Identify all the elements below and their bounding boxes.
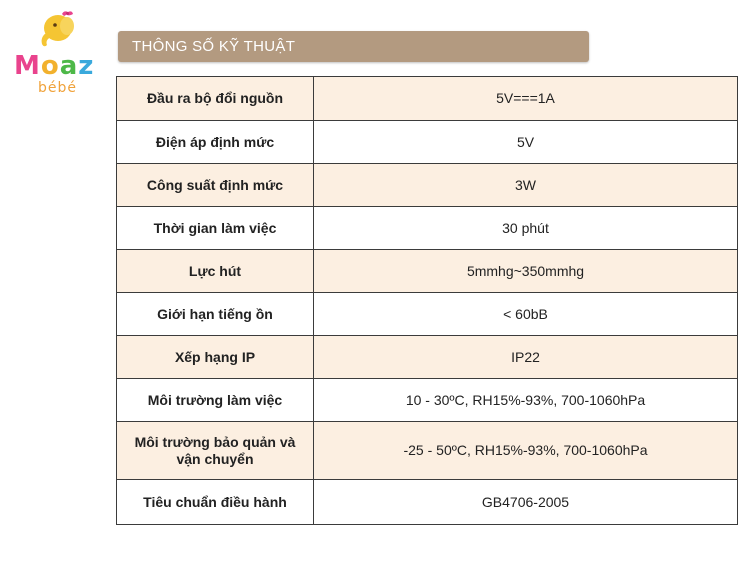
spec-value: IP22: [314, 336, 738, 379]
spec-label: Lực hút: [117, 250, 314, 293]
spec-value: -25 - 50ºC, RH15%-93%, 700-1060hPa: [314, 422, 738, 480]
spec-row: [117, 207, 738, 250]
spec-value: 5V===1A: [314, 77, 738, 121]
logo-subtitle: bébé: [38, 80, 77, 96]
spec-value: 3W: [314, 164, 738, 207]
spec-value: GB4706-2005: [314, 480, 738, 525]
spec-label: Điện áp định mức: [117, 121, 314, 164]
spec-value: 10 - 30ºC, RH15%-93%, 700-1060hPa: [314, 379, 738, 422]
logo-letter-m: M: [14, 51, 41, 81]
spec-label: Môi trường làm việc: [117, 379, 314, 422]
spec-row: [117, 293, 738, 336]
section-title: THÔNG SỐ KỸ THUẬT: [132, 38, 296, 55]
spec-row: [117, 250, 738, 293]
section-header: [118, 31, 589, 62]
spec-label: Môi trường bảo quản và vận chuyển: [117, 422, 314, 480]
logo-letter-a: a: [59, 51, 79, 81]
spec-value: 5V: [314, 121, 738, 164]
spec-label: Thời gian làm việc: [117, 207, 314, 250]
spec-row: [117, 121, 738, 164]
spec-value: 5mmhg~350mmhg: [314, 250, 738, 293]
elephant-icon: [34, 10, 78, 54]
logo-wordmark: [14, 52, 94, 80]
spec-table: [116, 76, 738, 525]
spec-value: < 60bB: [314, 293, 738, 336]
spec-label: Đầu ra bộ đổi nguồn: [117, 77, 314, 121]
spec-row: [117, 379, 738, 422]
spec-row: [117, 336, 738, 379]
spec-label: Xếp hạng IP: [117, 336, 314, 379]
spec-row: [117, 164, 738, 207]
brand-logo[interactable]: [12, 8, 108, 96]
spec-row: [117, 480, 738, 525]
spec-label: Tiêu chuẩn điều hành: [117, 480, 314, 525]
spec-label: Giới hạn tiếng ồn: [117, 293, 314, 336]
logo-letter-z: z: [78, 51, 95, 81]
spec-value: 30 phút: [314, 207, 738, 250]
spec-label: Công suất định mức: [117, 164, 314, 207]
spec-row: [117, 77, 738, 121]
logo-letter-o: o: [40, 51, 60, 81]
spec-row: [117, 422, 738, 480]
